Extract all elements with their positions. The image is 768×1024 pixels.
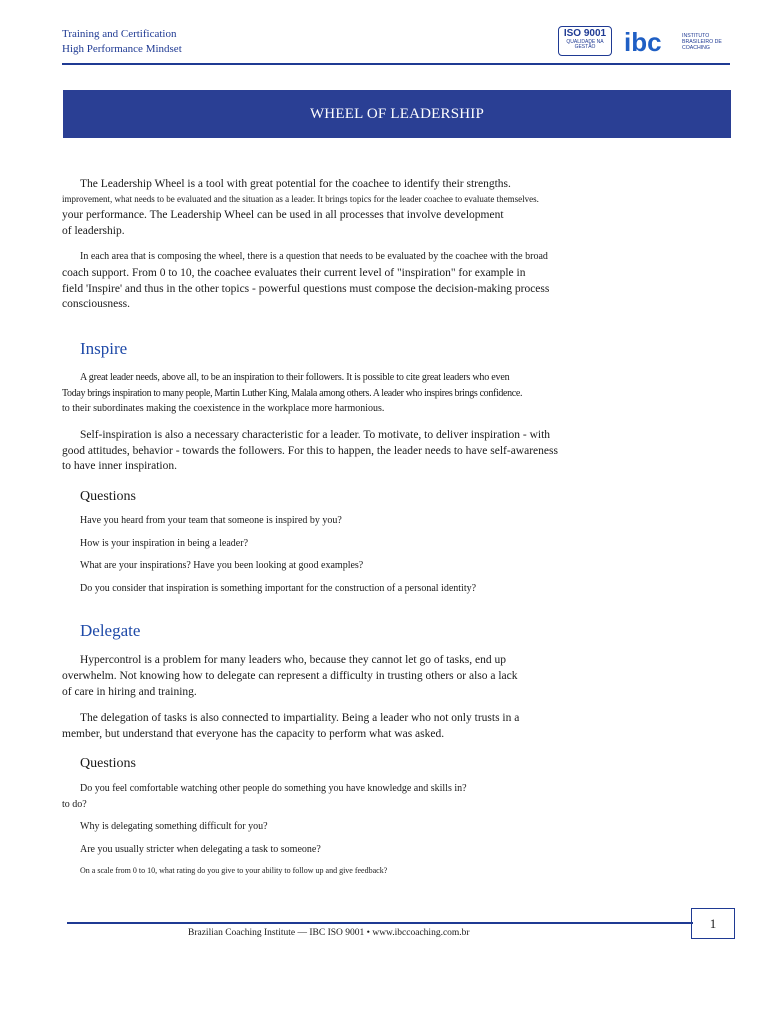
inspire-p1-line2: Today brings inspiration to many people, Martin Luther King, Malala among others. A leader who inspires brings confidence. bbox=[62, 388, 523, 399]
inspire-p2-line3: to have inner inspiration. bbox=[62, 460, 177, 472]
intro-p1-line2: improvement, what needs to be evaluated and the situation as a leader. It brings topics for the leader coachee to evaluate themselves. bbox=[62, 194, 539, 204]
delegate-question-1: Do you feel comfortable watching other people do something you have knowledge and skills in? bbox=[80, 783, 467, 794]
iso-9001-badge bbox=[558, 26, 612, 56]
header-program-line: Training and Certification bbox=[62, 28, 177, 40]
inspire-question-2: How is your inspiration in being a leader? bbox=[80, 538, 249, 549]
iso-badge-sub: QUALIDADE NA GESTÃO bbox=[566, 39, 604, 50]
inspire-question-1: Have you heard from your team that someone is inspired by you? bbox=[80, 515, 342, 526]
delegate-p2-line2: member, but understand that everyone has the capacity to perform what was asked. bbox=[62, 728, 445, 740]
delegate-question-3: Are you usually stricter when delegating a task to someone? bbox=[80, 844, 321, 855]
inspire-question-3: What are your inspirations? Have you been looking at good examples? bbox=[80, 560, 364, 571]
intro-p2-line4: consciousness. bbox=[62, 298, 131, 310]
delegate-p1-line2: overwhelm. Not knowing how to delegate can represent a difficulty in trusting others or also a lack bbox=[62, 670, 518, 682]
delegate-question-2: Why is delegating something difficult for you? bbox=[80, 821, 268, 832]
ibc-logo-tagline-3: COACHING bbox=[682, 45, 710, 51]
intro-p1-line4: of leadership. bbox=[62, 225, 125, 237]
header-divider bbox=[62, 63, 730, 65]
delegate-p2-line1: The delegation of tasks is also connected to impartiality. Being a leader who not only trusts in a bbox=[80, 712, 520, 724]
ibc-logo-letters: ibc bbox=[624, 27, 662, 57]
inspire-questions-heading: Questions bbox=[80, 489, 136, 504]
ibc-logo-tagline-2: BRASILEIRO DE bbox=[682, 39, 722, 45]
delegate-p1-line3: of care in hiring and training. bbox=[62, 686, 197, 698]
page-number: 1 bbox=[709, 915, 717, 931]
inspire-p2-line2: good attitudes, behavior - towards the followers. For this to happen, the leader needs to have self-awareness bbox=[62, 445, 558, 457]
delegate-questions-heading: Questions bbox=[80, 756, 136, 771]
footer-institute: Brazilian Coaching Institute — IBC ISO 9001 • www.ibccoaching.com.br bbox=[188, 928, 470, 938]
delegate-p1-line1: Hypercontrol is a problem for many leaders who, because they cannot let go of tasks, end up bbox=[80, 654, 507, 666]
ibc-logo bbox=[624, 26, 730, 58]
inspire-p1-line1: A great leader needs, above all, to be an inspiration to their followers. It is possible to cite great leaders who even bbox=[80, 372, 510, 383]
inspire-p1-line3: to their subordinates making the coexistence in the workplace more harmonious. bbox=[62, 403, 385, 414]
inspire-heading: Inspire bbox=[80, 339, 128, 358]
page-number-box bbox=[691, 908, 735, 939]
intro-p1-line1: The Leadership Wheel is a tool with great potential for the coachee to identify their strengths. bbox=[80, 178, 511, 190]
inspire-question-4: Do you consider that inspiration is something important for the construction of a personal identity? bbox=[80, 583, 477, 594]
delegate-heading: Delegate bbox=[80, 621, 141, 640]
intro-p2-line3: field 'Inspire' and thus in the other topics - powerful questions must compose the decision-making process bbox=[62, 283, 550, 295]
intro-p2-line1: In each area that is composing the wheel, there is a question that needs to be evaluated by the coachee with the broad bbox=[80, 251, 548, 262]
delegate-question-1-cont: to do? bbox=[62, 799, 87, 810]
inspire-p2-line1: Self-inspiration is also a necessary characteristic for a leader. To motivate, to deliver inspiration - with bbox=[80, 429, 551, 441]
iso-badge-main: ISO 9001 bbox=[563, 28, 607, 39]
intro-p1-line3: your performance. The Leadership Wheel can be used in all processes that involve development bbox=[62, 209, 504, 221]
header-course-line: High Performance Mindset bbox=[62, 43, 182, 55]
ibc-logo-tagline-1: INSTITUTO bbox=[682, 33, 710, 39]
delegate-question-4: On a scale from 0 to 10, what rating do you give to your ability to follow up and give feedback? bbox=[80, 866, 388, 875]
intro-p2-line2: coach support. From 0 to 10, the coachee evaluates their current level of "inspiration" for example in bbox=[62, 267, 526, 279]
page-title: WHEEL OF LEADERSHIP bbox=[309, 105, 485, 122]
footer-divider bbox=[67, 922, 693, 924]
page-title-banner bbox=[63, 90, 731, 138]
